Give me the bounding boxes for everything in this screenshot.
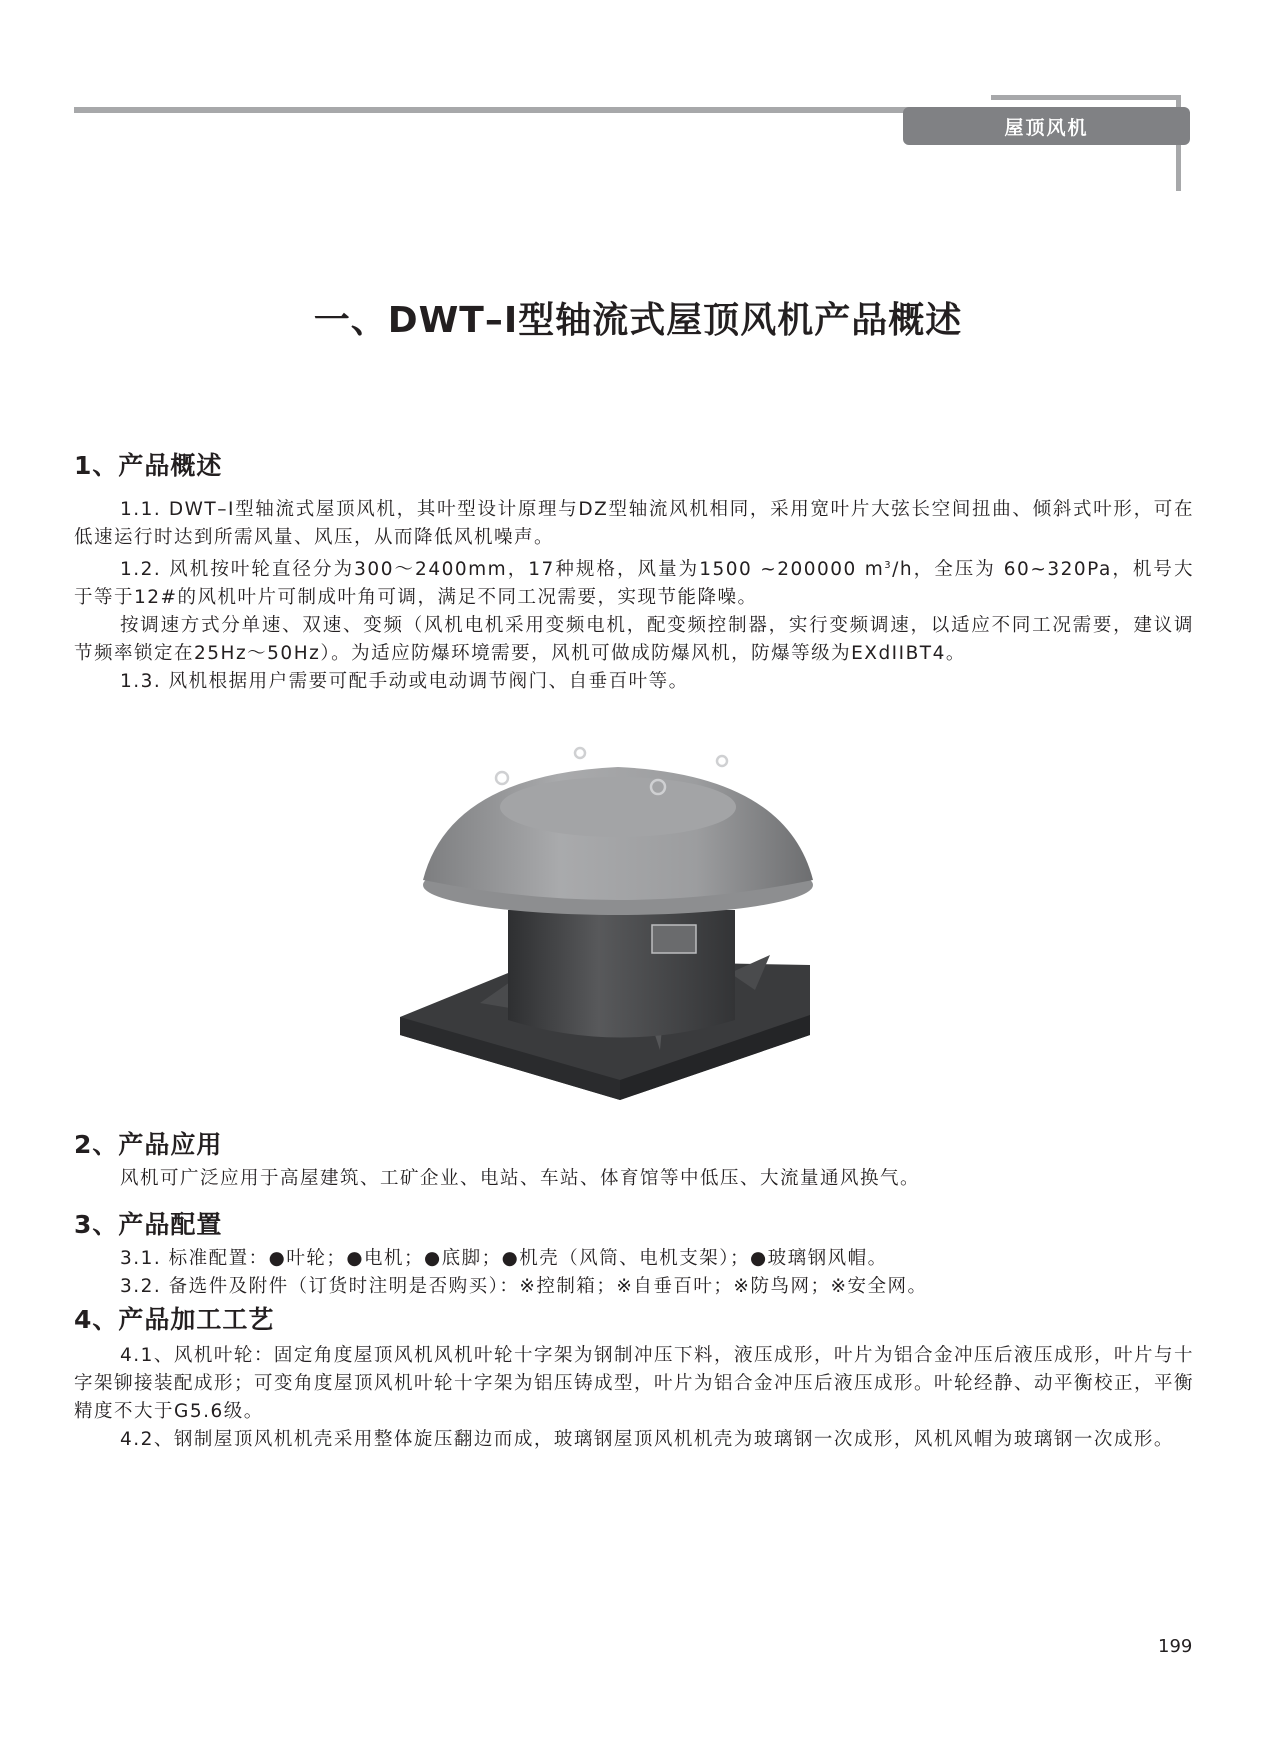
page-title: 一、DWT–I型轴流式屋顶风机产品概述 — [313, 300, 963, 341]
paragraph: 按调速方式分单速、双速、变频（风机电机采用变频电机，配变频控制器，实行变频调速，以适应不同工况需要，建议调节频率锁定在25Hz～50Hz）。为适应防爆环境需要，风机可做成防爆风机，防爆等级为EXdIIBT4。 — [74, 615, 1194, 665]
section-processing — [74, 1300, 1194, 1454]
page-number: 199 — [1158, 1636, 1193, 1657]
section-configuration — [74, 1205, 1194, 1301]
section-overview — [74, 446, 1194, 696]
product-photo — [390, 745, 870, 1125]
paragraph: 3.2. 备选件及附件（订货时注明是否购买）：※控制箱；※自垂百叶；※防鸟网；※安全网。 — [120, 1276, 928, 1297]
category-tab: 屋顶风机 — [903, 107, 1190, 145]
section-heading: 4、产品加工工艺 — [74, 1305, 275, 1334]
paragraph: 风机可广泛应用于高屋建筑、工矿企业、电站、车站、体育馆等中低压、大流量通风换气。 — [120, 1168, 921, 1189]
section-heading: 2、产品应用 — [74, 1130, 223, 1159]
paragraph: 4.2、钢制屋顶风机机壳采用整体旋压翻边而成，玻璃钢屋顶风机机壳为玻璃钢一次成形，风机风帽为玻璃钢一次成形。 — [120, 1429, 1174, 1450]
rooftop-fan-illustration — [390, 745, 870, 1125]
paragraph: 3.1. 标准配置：●叶轮；●电机；●底脚；●机壳（风筒、电机支架）；●玻璃钢风帽。 — [120, 1248, 888, 1269]
header-top-rule — [991, 95, 1181, 100]
paragraph: 1.3. 风机根据用户需要可配手动或电动调节阀门、自垂百叶等。 — [120, 671, 689, 693]
section-heading: 1、产品概述 — [74, 451, 223, 480]
section-heading: 3、产品配置 — [74, 1210, 223, 1239]
paragraph: 1.2. 风机按叶轮直径分为300～2400mm，17种规格，风量为1500 ~200000 $m^3/h$，全压为 60~320Pa，机号大于等于12#的风机叶片可制成叶角可调，满足不同工况需要，实现节能降噪。 — [74, 559, 1194, 609]
paragraph: 4.1、风机叶轮：固定角度屋顶风机风机叶轮十字架为钢制冲压下料，液压成形，叶片为铝合金冲压后液压成形，叶片与十字架铆接装配成形；可变角度屋顶风机叶轮十字架为铝压铸成型，叶片为铝合金冲压后液压成形。叶轮经静、动平衡校正，平衡精度不大于G5.6级。 — [74, 1345, 1195, 1422]
paragraph: 1.1. DWT–I型轴流式屋顶风机，其叶型设计原理与DZ型轴流风机相同，采用宽叶片大弦长空间扭曲、倾斜式叶形，可在低速运行时达到所需风量、风压，从而降低风机噪声。 — [74, 499, 1194, 548]
section-application — [74, 1125, 1194, 1193]
